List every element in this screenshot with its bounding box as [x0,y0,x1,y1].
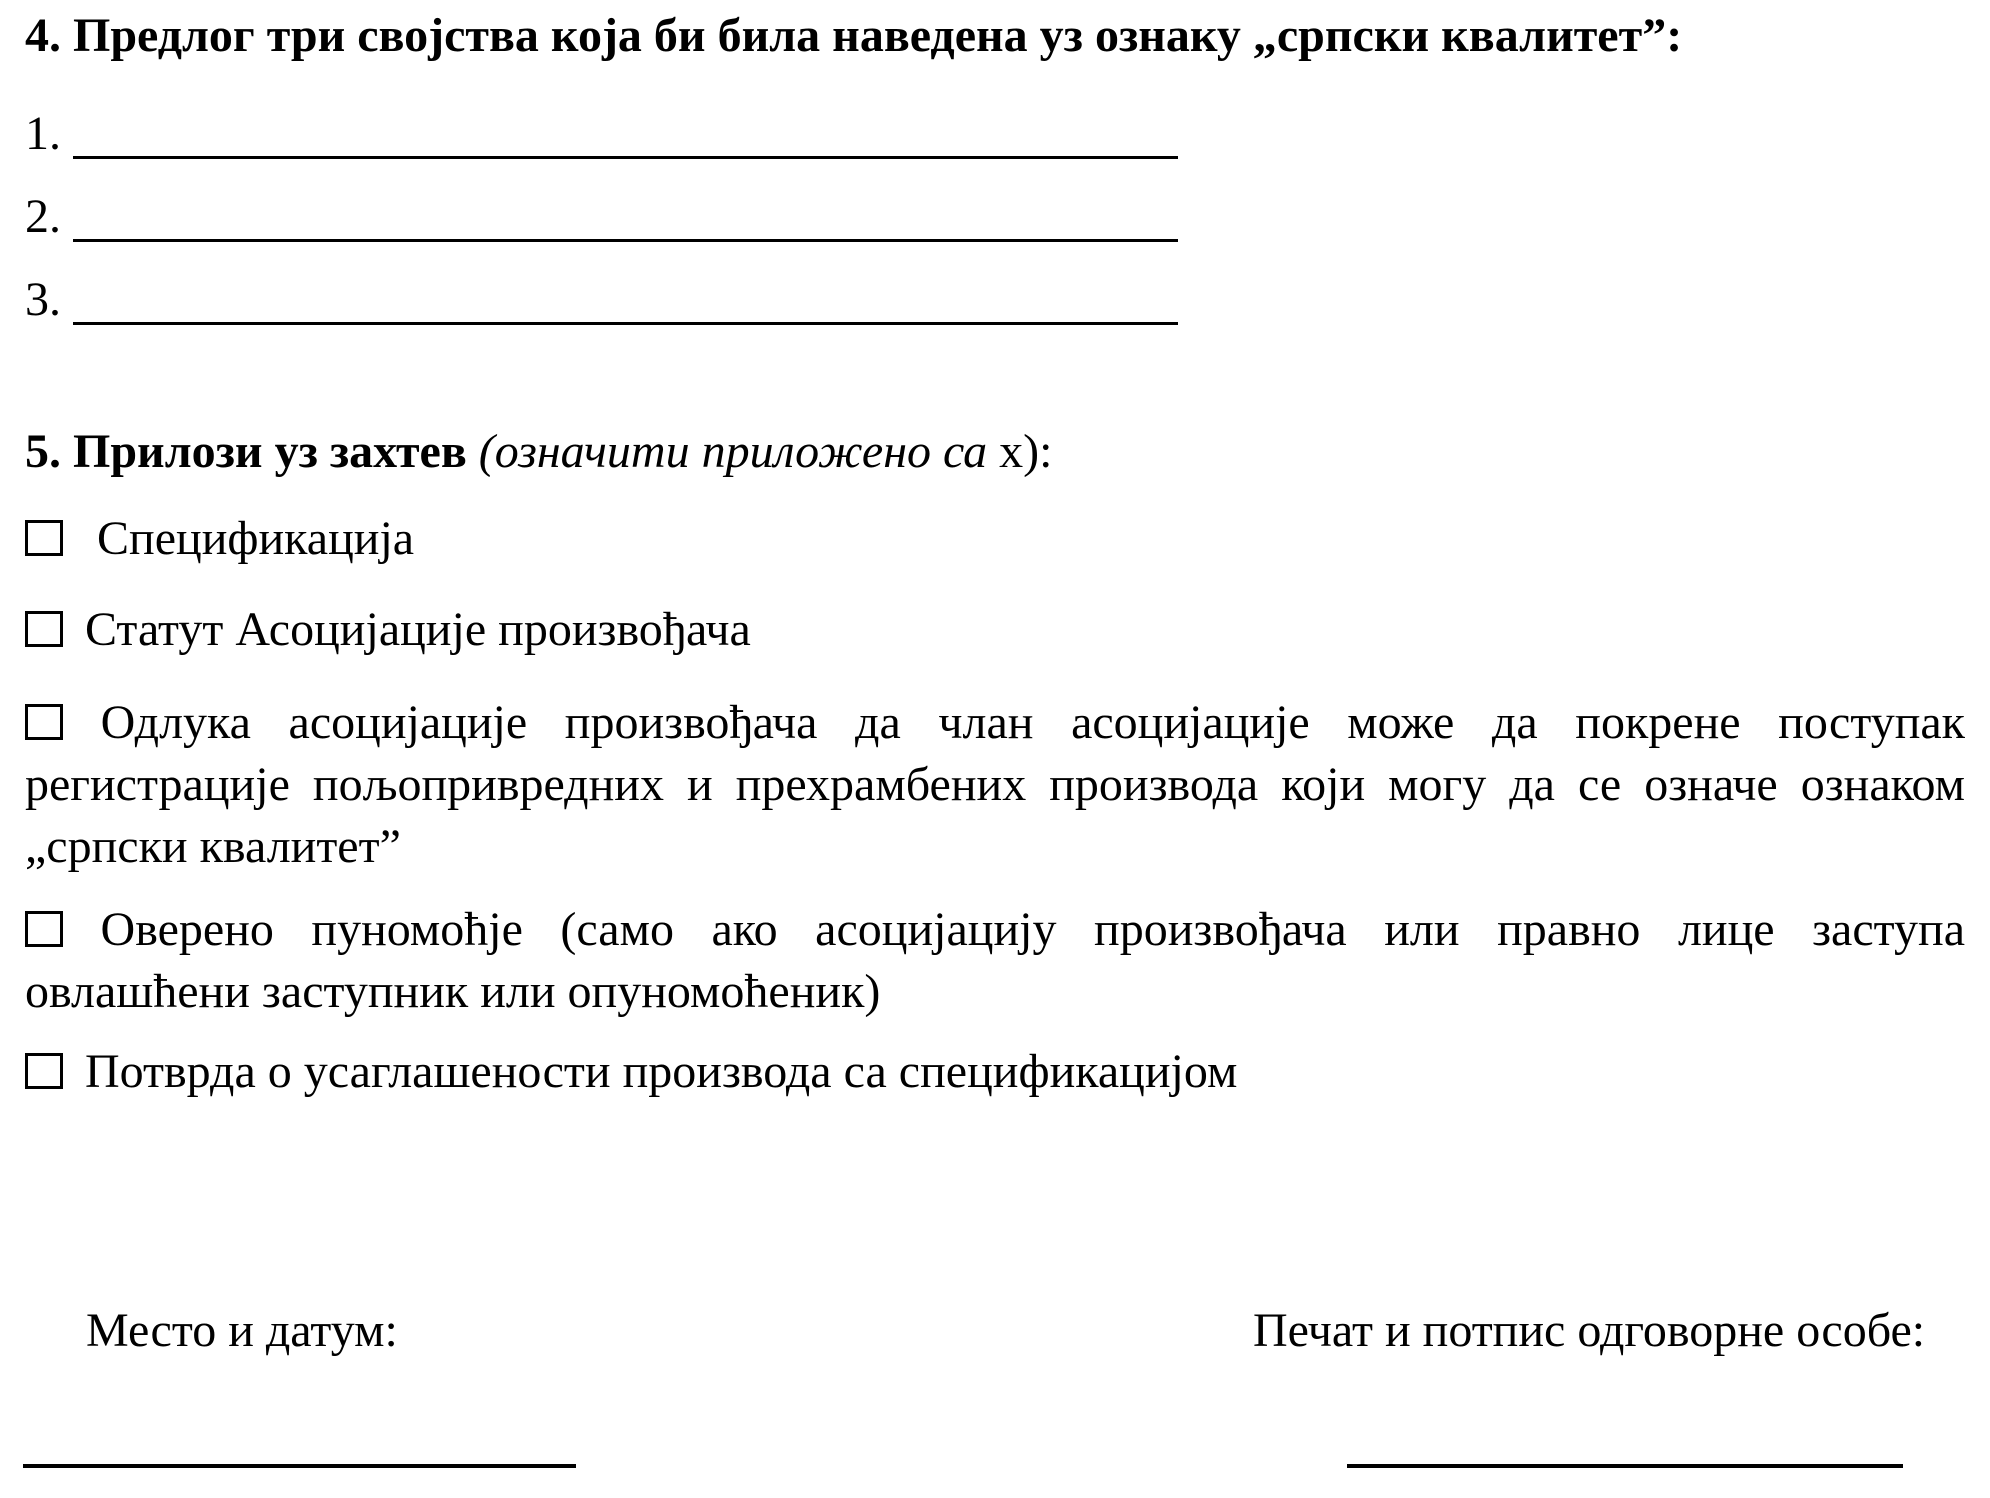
attachment-label-specification: Спецификација [97,512,415,565]
attachment-decision-text-2: регистрације пољопривредних и прехрамбених производа који могу да се означе ознаком [25,758,1965,811]
attachment-item-decision [25,692,1965,878]
place-and-date-label: Место и датум: [86,1304,398,1357]
answer-number-3: 3. [25,273,61,326]
answer-row-1 [25,106,1178,162]
attachment-label-statute: Статут Асоцијације произвођача [85,603,751,656]
section5-heading-suffix: х): [999,425,1053,478]
place-date-signature-line[interactable] [23,1464,576,1468]
attachment-item-specification [25,511,1965,567]
attachment-decision-text-1: Одлука асоцијације произвођача да члан асоцијације може да покрене поступак [100,696,1966,749]
section5-heading [25,424,1965,480]
answer-row-2 [25,189,1178,245]
checkbox-specification[interactable] [25,520,63,556]
attachment-label-conformity: Потврда о усаглашености производа са спецификацијом [85,1045,1238,1098]
attachment-poa-text-1: Оверено пуномоћје (само ако асоцијацију произвођача или правно лице заступа [100,903,1966,956]
attachment-decision-text-3: „српски квалитет” [25,820,401,873]
checkbox-conformity-certificate[interactable] [25,1053,63,1089]
answer-blank-line-1[interactable] [73,156,1178,159]
attachment-decision-line-1 [25,692,1965,754]
answer-blank-line-3[interactable] [73,322,1178,325]
attachment-poa-line-2 [25,961,1965,1023]
attachment-item-statute [25,602,1965,658]
answer-number-2: 2. [25,190,61,243]
section5-heading-italic: (означити приложено са [478,425,1000,478]
stamp-signature-line[interactable] [1347,1464,1903,1468]
attachment-poa-text-2: овлашћени заступник или опуномоћеник) [25,965,881,1018]
answer-row-3 [25,272,1178,328]
checkbox-decision[interactable] [25,704,63,740]
attachment-item-conformity [25,1044,1965,1100]
attachment-poa-line-1 [25,899,1965,961]
attachment-decision-line-3 [25,816,1965,878]
section5-heading-bold: 5. Прилози уз захтев [25,425,479,478]
checkbox-power-of-attorney[interactable] [25,911,63,947]
answer-blank-line-2[interactable] [73,239,1178,242]
stamp-and-signature-label: Печат и потпис одговорне особе: [1253,1304,1926,1357]
answer-number-1: 1. [25,107,61,160]
attachment-decision-line-2 [25,754,1965,816]
attachment-item-power-of-attorney [25,899,1965,1023]
checkbox-statute[interactable] [25,611,63,647]
section4-heading: 4. Предлог три својства која би била наведена уз ознаку „српски квалитет”: [25,9,1683,62]
